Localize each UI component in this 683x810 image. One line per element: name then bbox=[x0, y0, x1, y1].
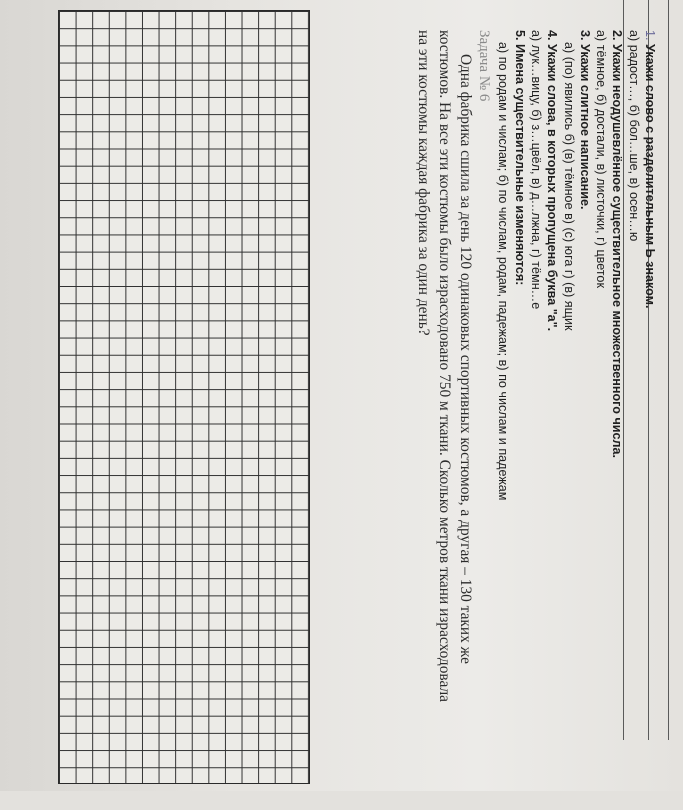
task-title: Задача № 6 bbox=[476, 30, 493, 102]
task-body: Одна фабрика сшила за день 120 одинаковых спортивных костюмов, а другая – 130 таких же костюмов. На все эти костюмы было израсходовано 750 м ткани. Сколько метров ткани израсходовала на эти костюмы каждая фабрика за один день? bbox=[414, 30, 474, 702]
task-text-block bbox=[303, 30, 658, 810]
graph-paper-grid bbox=[58, 10, 310, 784]
question-1-title: 1. Укажи слово с разделительным Ь знаком. bbox=[643, 30, 657, 309]
question-5-options: а) по родам и числам; б) по числам, родам, падежам; в) по числам и падежам bbox=[496, 42, 511, 501]
question-2-title: 2. Укажи неодушевлённое существительное множественного числа. bbox=[610, 30, 625, 459]
question-4-options: а) лук…вицу, б) з…цвёл, в) д…лжна, г) тёмн…е bbox=[528, 30, 543, 310]
answer-line bbox=[668, 0, 669, 740]
question-3-title: 3. Укажи слитное написание. bbox=[577, 30, 592, 210]
question-1-options: а) радост…, б) бол…ше, в) осен…ю bbox=[626, 30, 641, 242]
question-2-options: а) тёмное, б) достали, в) листочки, г) цветок bbox=[594, 30, 609, 288]
question-4-title: 4. Укажи слова, в которых пропущена буква "а". bbox=[545, 30, 560, 332]
question-5-title: 5. Имена существительные изменяются: bbox=[512, 30, 527, 286]
question-3-options: а) (по) явились б) (в) тёмное в) (с) юга г) (в) ящик bbox=[561, 42, 576, 331]
